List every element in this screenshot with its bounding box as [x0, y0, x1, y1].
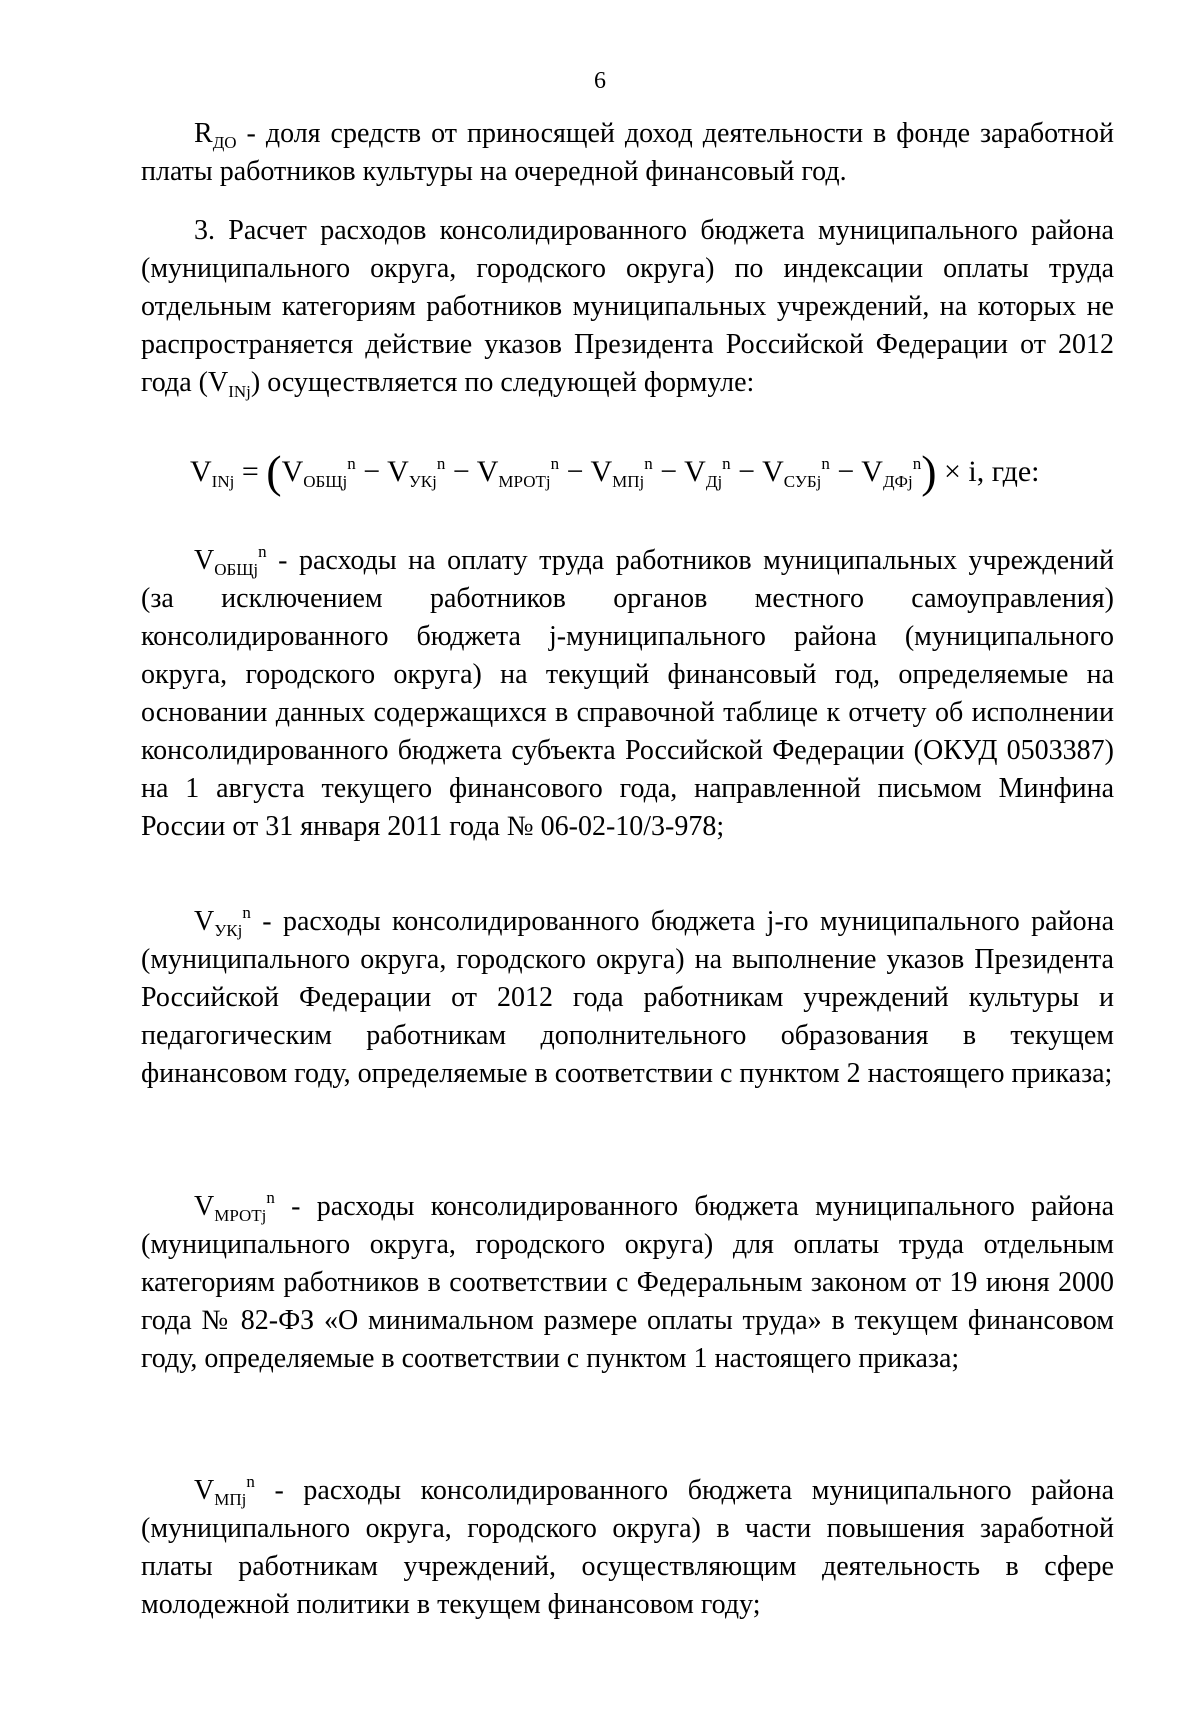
formula-term — [684, 454, 763, 491]
formula-term-superscript: n — [912, 454, 922, 473]
formula-operator: − — [829, 455, 862, 488]
def-text: - расходы консолидированного бюджета муниципального района (муниципального округа, городского округа) в части повышения заработной платы работникам учреждений, осуществляющим деятельность в сфере молодежной политики в текущем финансовом году; — [141, 1475, 1114, 1620]
formula-term-subscript: ОБЩj — [303, 472, 348, 491]
def-text: - расходы консолидированного бюджета муниципального района (муниципального округа, городского округа) для оплаты труда отдельным категориям работников в соответствии с Федеральным законом от 19 июня 2000 года № 82-ФЗ «О минимальном размере оплаты труда» в текущем финансовом году, определяемые в соответствии с пунктом 1 настоящего приказа; — [141, 1191, 1114, 1374]
formula-term — [387, 454, 477, 491]
formula-close-paren: ) — [921, 446, 937, 497]
definition-vmp — [141, 1472, 1114, 1624]
vinj-subscript: INj — [228, 382, 251, 401]
formula-term-subscript: МРОТj — [498, 472, 551, 491]
formula-term-symbol: V — [762, 455, 784, 488]
formula-tail: × i, где: — [936, 455, 1040, 488]
formula-term-subscript: УКj — [408, 472, 437, 491]
rdo-subscript: ДО — [212, 133, 237, 152]
formula-term-symbol: V — [684, 455, 706, 488]
formula-term-symbol: V — [387, 455, 409, 488]
formula-operator: − — [355, 455, 388, 488]
formula-operator: − — [559, 455, 591, 488]
def-superscript: n — [258, 542, 267, 561]
formula-term-superscript: n — [821, 454, 830, 473]
definition-vuk — [141, 903, 1114, 1093]
rdo-text: - доля средств от приносящей доход деятельности в фонде заработной платы работников культуры на очередной финансовый год. — [141, 118, 1114, 187]
def-symbol: V — [194, 1475, 215, 1506]
def-symbol: V — [194, 1191, 215, 1222]
formula-term-superscript: n — [436, 454, 446, 473]
formula-operator: − — [652, 455, 685, 488]
formula-lhs-symbol: V — [190, 455, 212, 488]
paragraph-3 — [141, 212, 1114, 402]
page-number: 6 — [594, 68, 606, 94]
formula-term-symbol: V — [281, 455, 304, 488]
formula-term — [590, 454, 685, 491]
formula-operator: − — [445, 455, 477, 488]
def-text: - расходы консолидированного бюджета j-го муниципального района (муниципального округа, городского округа) на выполнение указов Президента Российской Федерации от 2012 года работникам учреждений культуры и педагогическим работникам дополнительного образования в текущем финансовом году, определяемые в соответствии с пунктом 2 настоящего приказа; — [141, 906, 1114, 1089]
def-symbol: V — [194, 906, 215, 937]
formula-term-subscript: МПj — [612, 472, 645, 491]
formula-term-superscript: n — [722, 454, 731, 473]
formula-term — [281, 454, 388, 491]
def-superscript: n — [246, 1472, 255, 1491]
formula-term — [762, 454, 862, 491]
def-text: - расходы на оплату труда работников муниципальных учреждений (за исключением работников органов местного самоуправления) консолидированного бюджета j-муниципального района (муниципального округа, городского округа) на текущий финансовый год, определяемые на основании данных содержащихся в справочной таблице к отчету об исполнении консолидированного бюджета субъекта Российской Федерации (ОКУД 0503387) на 1 августа текущего финансового года, направленной письмом Минфина России от 31 января 2011 года № 06-02-10/3-978; — [141, 545, 1114, 842]
formula-term-subscript: СУБj — [783, 472, 822, 491]
formula-term-symbol: V — [590, 455, 613, 488]
formula — [190, 446, 1090, 497]
definition-vmrot — [141, 1188, 1114, 1378]
def-subscript: МРОТj — [214, 1206, 267, 1225]
formula-term-symbol: V — [476, 455, 499, 488]
paragraph-3-text-b: ) осуществляется по следующей формуле: — [250, 367, 755, 398]
vinj-symbol: V — [207, 367, 229, 398]
formula-term-subscript: Дj — [705, 472, 723, 491]
paragraph-rdo-definition — [141, 115, 1114, 191]
def-superscript: n — [266, 1188, 275, 1207]
rdo-symbol: R — [194, 118, 213, 149]
def-subscript: МПj — [214, 1490, 247, 1509]
def-subscript: УКj — [214, 921, 243, 940]
formula-term — [476, 454, 591, 491]
formula-term-symbol: V — [861, 455, 883, 488]
formula-equals: = — [234, 455, 267, 488]
def-symbol: V — [194, 545, 215, 576]
definition-vobsch — [141, 542, 1114, 846]
def-superscript: n — [242, 903, 251, 922]
paragraph-3-text-a: 3. Расчет расходов консолидированного бюджета муниципального района (муниципального округа, городского округа) по индексации оплаты труда отдельным категориям работников муниципальных учреждений, на которых не распространяется действие указов Президента Российской Федерации от 2012 года ( — [141, 215, 1114, 398]
formula-term-superscript: n — [550, 454, 560, 473]
formula-operator: − — [730, 455, 763, 488]
def-subscript: ОБЩj — [214, 560, 259, 579]
formula-term — [861, 454, 922, 491]
formula-term-superscript: n — [644, 454, 653, 473]
formula-open-paren: ( — [266, 446, 282, 497]
formula-term-superscript: n — [347, 454, 356, 473]
formula-term-subscript: ДФj — [882, 472, 913, 491]
formula-lhs-subscript: INj — [211, 472, 235, 491]
